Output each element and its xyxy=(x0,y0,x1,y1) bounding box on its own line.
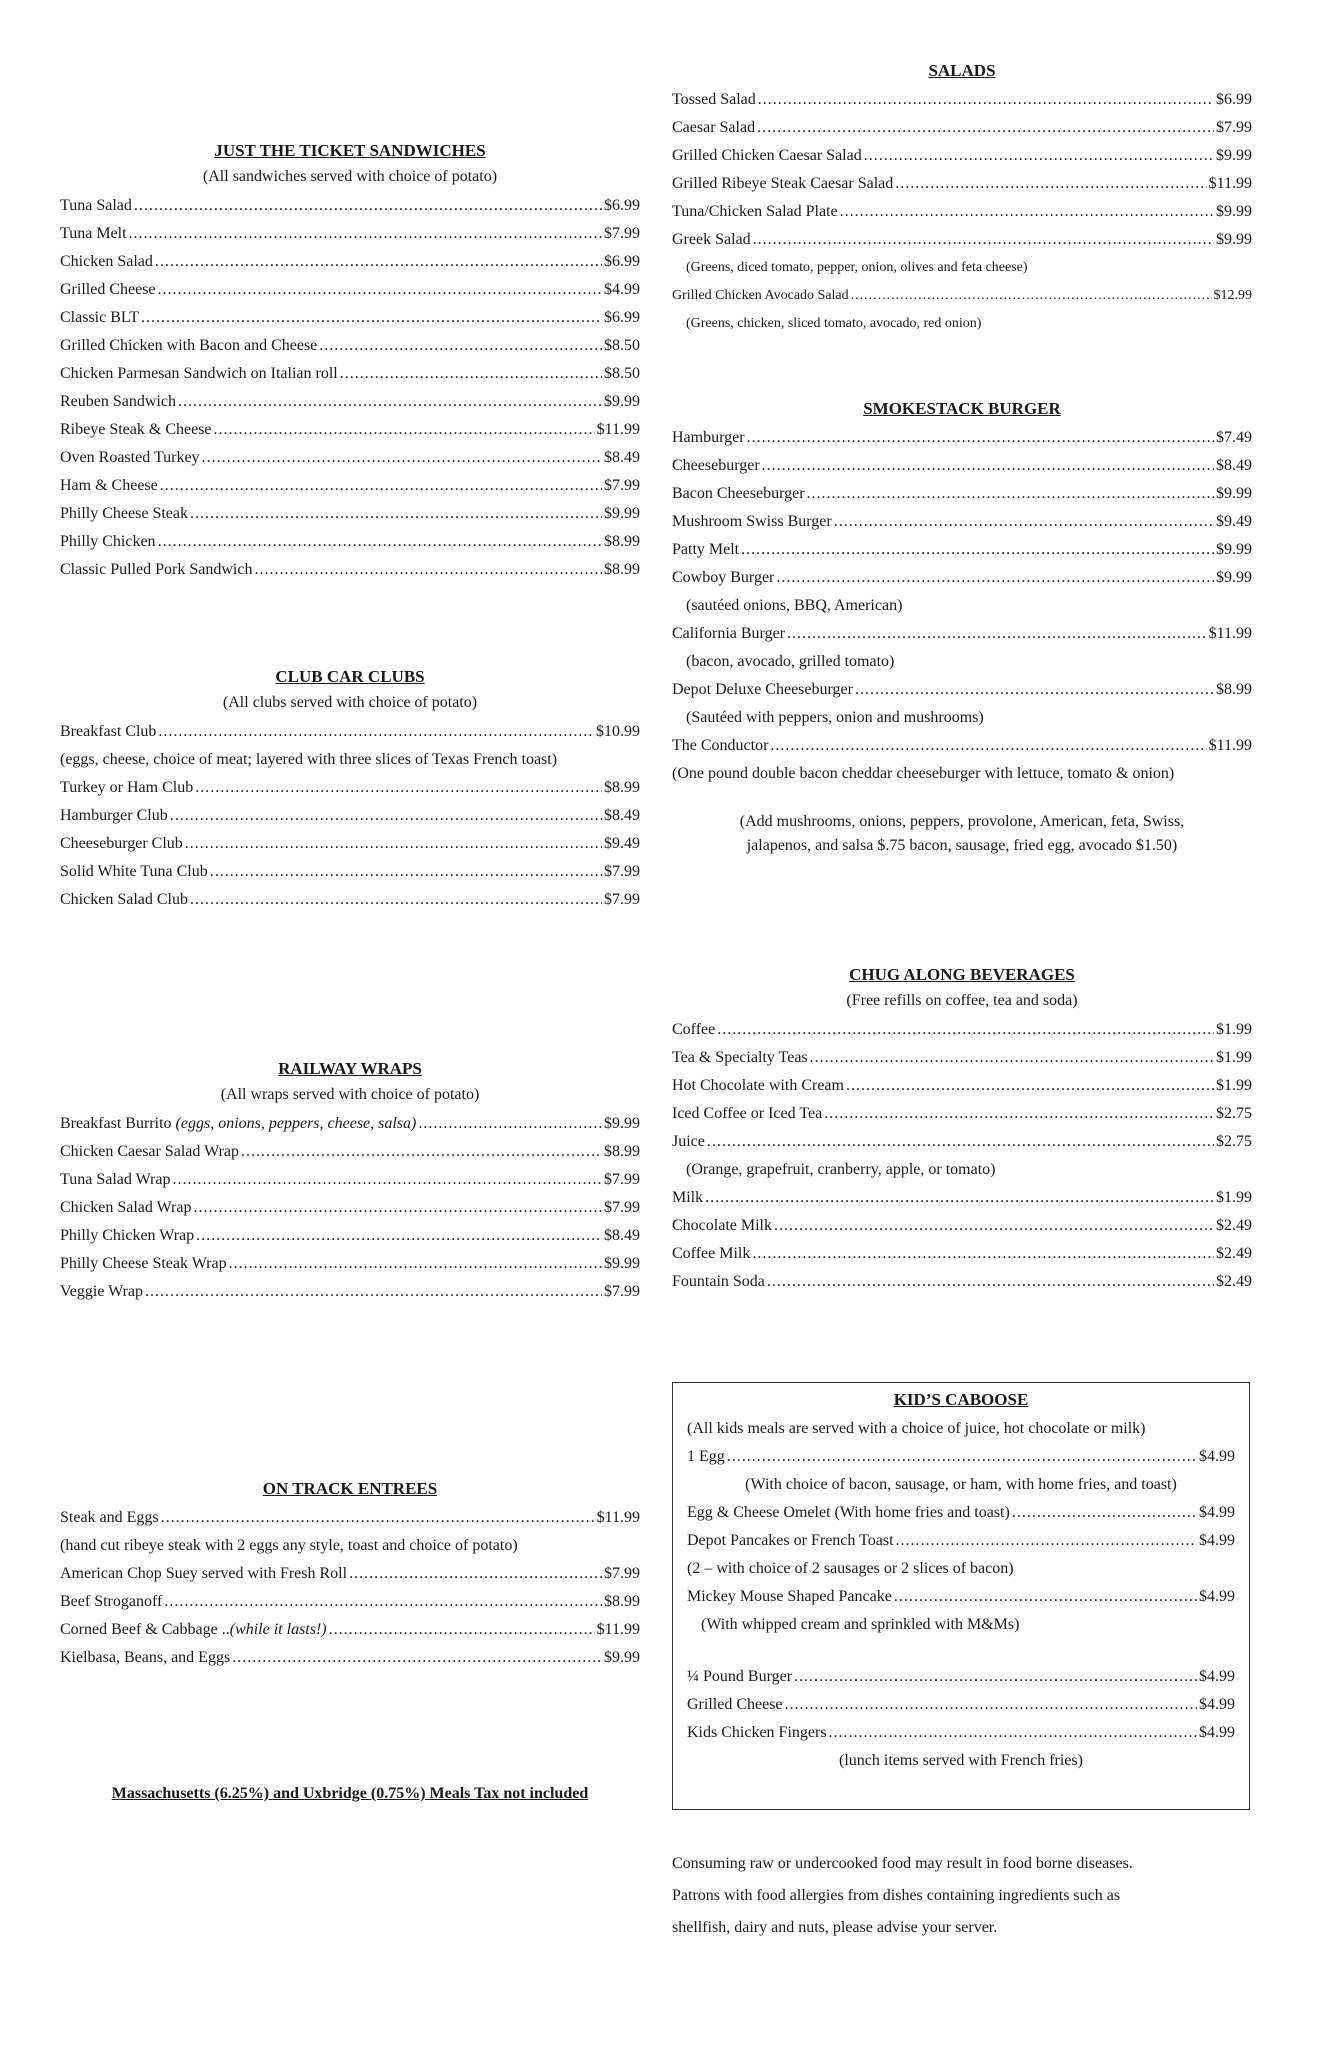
kids-subtitle: (All kids meals are served with a choice of juice, hot chocolate or milk) xyxy=(687,1420,1146,1437)
menu-item: Grilled Chicken Caesar Salad ..... $9.99 xyxy=(672,142,1252,170)
disclaimer-line: shellfish, dairy and nuts, please advise your server. xyxy=(672,1919,998,1936)
item-note: (eggs, cheese, choice of meat; layered with three slices of Texas French toast) xyxy=(60,751,558,768)
kids-title: KID’S CABOOSE xyxy=(893,1390,1029,1409)
menu-item: American Chop Suey served with Fresh Roll ..... $7.99 xyxy=(60,1560,640,1588)
item-note: (Sautéed with peppers, onion and mushrooms) xyxy=(686,709,984,726)
beverages-section xyxy=(672,964,1252,1296)
menu-item: Tuna Salad ..... $6.99 xyxy=(60,192,640,220)
menu-item: Beef Stroganoff ..... $8.99 xyxy=(60,1588,640,1616)
menu-item: 1 Egg ..... $4.99 xyxy=(687,1443,1235,1471)
item-note: (2 – with choice of 2 sausages or 2 slices of bacon) xyxy=(687,1560,1014,1577)
menu-item: Kielbasa, Beans, and Eggs ..... $9.99 xyxy=(60,1644,640,1672)
addons-line: (Add mushrooms, onions, peppers, provolone, American, feta, Swiss, xyxy=(739,813,1185,830)
beverages-title: CHUG ALONG BEVERAGES xyxy=(849,965,1075,984)
clubs-subtitle: (All clubs served with choice of potato) xyxy=(222,694,478,711)
item-note: (With whipped cream and sprinkled with M&Ms) xyxy=(701,1616,1020,1633)
salads-section xyxy=(672,60,1252,338)
clubs-title: CLUB CAR CLUBS xyxy=(275,667,425,686)
menu-item: Fountain Soda ..... $2.49 xyxy=(672,1268,1252,1296)
wraps-subtitle: (All wraps served with choice of potato) xyxy=(220,1086,480,1103)
menu-item: Tuna/Chicken Salad Plate ..... $9.99 xyxy=(672,198,1252,226)
menu-item: Tuna Melt ..... $7.99 xyxy=(60,220,640,248)
item-note: (Greens, diced tomato, pepper, onion, olives and feta cheese) xyxy=(686,260,1028,275)
menu-item: Caesar Salad ..... $7.99 xyxy=(672,114,1252,142)
sandwiches-section xyxy=(60,140,640,584)
menu-item: California Burger ..... $11.99 xyxy=(672,620,1252,648)
menu-item: Grilled Cheese ..... $4.99 xyxy=(60,276,640,304)
menu-item: Depot Pancakes or French Toast ..... $4.99 xyxy=(687,1527,1235,1555)
menu-item: Chicken Salad ..... $6.99 xyxy=(60,248,640,276)
menu-item: Breakfast Burrito (eggs, onions, peppers, cheese, salsa) ..... $9.99 xyxy=(60,1110,640,1138)
menu-item: Corned Beef & Cabbage ..(while it lasts!) ..... $11.99 xyxy=(60,1616,640,1644)
menu-item: Ribeye Steak & Cheese ..... $11.99 xyxy=(60,416,640,444)
wraps-section xyxy=(60,1058,640,1306)
menu-item: Oven Roasted Turkey ..... $8.49 xyxy=(60,444,640,472)
menu-item: Egg & Cheese Omelet (With home fries and toast) ..... $4.99 xyxy=(687,1499,1235,1527)
menu-item: Ham & Cheese ..... $7.99 xyxy=(60,472,640,500)
menu-item: Chicken Salad Wrap ..... $7.99 xyxy=(60,1194,640,1222)
item-note: (Greens, chicken, sliced tomato, avocado, red onion) xyxy=(686,316,982,331)
menu-item: Tea & Specialty Teas ..... $1.99 xyxy=(672,1044,1252,1072)
disclaimer-line: Patrons with food allergies from dishes containing ingredients such as xyxy=(672,1887,1121,1904)
sandwiches-title: JUST THE TICKET SANDWICHES xyxy=(214,141,486,160)
menu-item: Breakfast Club ..... $10.99 xyxy=(60,718,640,746)
menu-item: Philly Chicken Wrap ..... $8.49 xyxy=(60,1222,640,1250)
menu-item: Coffee Milk ..... $2.49 xyxy=(672,1240,1252,1268)
addons-line: jalapenos, and salsa $.75 bacon, sausage, fried egg, avocado $1.50) xyxy=(746,837,1178,854)
menu-item: Classic BLT ..... $6.99 xyxy=(60,304,640,332)
item-note: (sautéed onions, BBQ, American) xyxy=(686,597,903,614)
menu-item: Bacon Cheeseburger ..... $9.99 xyxy=(672,480,1252,508)
item-note: (lunch items served with French fries) xyxy=(839,1752,1083,1769)
menu-item: Grilled Ribeye Steak Caesar Salad ..... $11.99 xyxy=(672,170,1252,198)
menu-item: Cheeseburger Club ..... $9.49 xyxy=(60,830,640,858)
menu-item: Philly Cheese Steak ..... $9.99 xyxy=(60,500,640,528)
menu-item: Coffee ..... $1.99 xyxy=(672,1016,1252,1044)
menu-item: Steak and Eggs ..... $11.99 xyxy=(60,1504,640,1532)
menu-item: Veggie Wrap ..... $7.99 xyxy=(60,1278,640,1306)
salads-title: SALADS xyxy=(928,61,996,80)
item-note: (One pound double bacon cheddar cheeseburger with lettuce, tomato & onion) xyxy=(672,765,1175,782)
menu-item: Hamburger ..... $7.49 xyxy=(672,424,1252,452)
menu-item: Iced Coffee or Iced Tea ..... $2.75 xyxy=(672,1100,1252,1128)
item-note: (Orange, grapefruit, cranberry, apple, or tomato) xyxy=(686,1161,996,1178)
menu-item: Grilled Chicken with Bacon and Cheese ..... $8.50 xyxy=(60,332,640,360)
menu-item: Chicken Parmesan Sandwich on Italian roll ..... $8.50 xyxy=(60,360,640,388)
menu-item: Mickey Mouse Shaped Pancake ..... $4.99 xyxy=(687,1583,1235,1611)
menu-item: ¼ Pound Burger ..... $4.99 xyxy=(687,1663,1235,1691)
menu-item: Grilled Chicken Avocado Salad ..... $12.99 xyxy=(672,282,1252,310)
menu-item: Reuben Sandwich ..... $9.99 xyxy=(60,388,640,416)
beverages-subtitle: (Free refills on coffee, tea and soda) xyxy=(846,992,1078,1009)
allergy-disclaimer xyxy=(672,1848,1252,1944)
menu-item: Grilled Cheese ..... $4.99 xyxy=(687,1691,1235,1719)
menu-item: The Conductor ..... $11.99 xyxy=(672,732,1252,760)
menu-item: Tossed Salad ..... $6.99 xyxy=(672,86,1252,114)
menu-item: Hamburger Club ..... $8.49 xyxy=(60,802,640,830)
burgers-section xyxy=(672,398,1252,858)
disclaimer-line: Consuming raw or undercooked food may result in food borne diseases. xyxy=(672,1855,1133,1872)
menu-item: Turkey or Ham Club ..... $8.99 xyxy=(60,774,640,802)
menu-item: Chicken Salad Club ..... $7.99 xyxy=(60,886,640,914)
menu-item: Chicken Caesar Salad Wrap ..... $8.99 xyxy=(60,1138,640,1166)
menu-item: Milk ..... $1.99 xyxy=(672,1184,1252,1212)
menu-item: Juice ..... $2.75 xyxy=(672,1128,1252,1156)
menu-item: Philly Chicken ..... $8.99 xyxy=(60,528,640,556)
menu-item: Cowboy Burger ..... $9.99 xyxy=(672,564,1252,592)
tax-notice: Massachusetts (6.25%) and Uxbridge (0.75%) Meals Tax not included xyxy=(111,1785,589,1802)
menu-item: Tuna Salad Wrap ..... $7.99 xyxy=(60,1166,640,1194)
menu-item: Patty Melt ..... $9.99 xyxy=(672,536,1252,564)
menu-item: Solid White Tuna Club ..... $7.99 xyxy=(60,858,640,886)
menu-item: Chocolate Milk ..... $2.49 xyxy=(672,1212,1252,1240)
menu-item: Mushroom Swiss Burger ..... $9.49 xyxy=(672,508,1252,536)
item-note: (bacon, avocado, grilled tomato) xyxy=(686,653,895,670)
menu-item: Cheeseburger ..... $8.49 xyxy=(672,452,1252,480)
menu-item: Kids Chicken Fingers ..... $4.99 xyxy=(687,1719,1235,1747)
entrees-title: ON TRACK ENTREES xyxy=(262,1479,438,1498)
burgers-title: SMOKESTACK BURGER xyxy=(863,399,1061,418)
menu-item: Philly Cheese Steak Wrap ..... $9.99 xyxy=(60,1250,640,1278)
menu-item: Hot Chocolate with Cream ..... $1.99 xyxy=(672,1072,1252,1100)
entrees-section xyxy=(60,1478,640,1672)
menu-item: Greek Salad ..... $9.99 xyxy=(672,226,1252,254)
item-note: (hand cut ribeye steak with 2 eggs any style, toast and choice of potato) xyxy=(60,1537,518,1554)
clubs-section xyxy=(60,666,640,914)
item-note: (With choice of bacon, sausage, or ham, with home fries, and toast) xyxy=(745,1476,1177,1493)
wraps-title: RAILWAY WRAPS xyxy=(278,1059,422,1078)
menu-item: Classic Pulled Pork Sandwich ..... $8.99 xyxy=(60,556,640,584)
sandwiches-subtitle: (All sandwiches served with choice of potato) xyxy=(202,168,498,185)
kids-section xyxy=(672,1382,1250,1810)
menu-item: Depot Deluxe Cheeseburger ..... $8.99 xyxy=(672,676,1252,704)
